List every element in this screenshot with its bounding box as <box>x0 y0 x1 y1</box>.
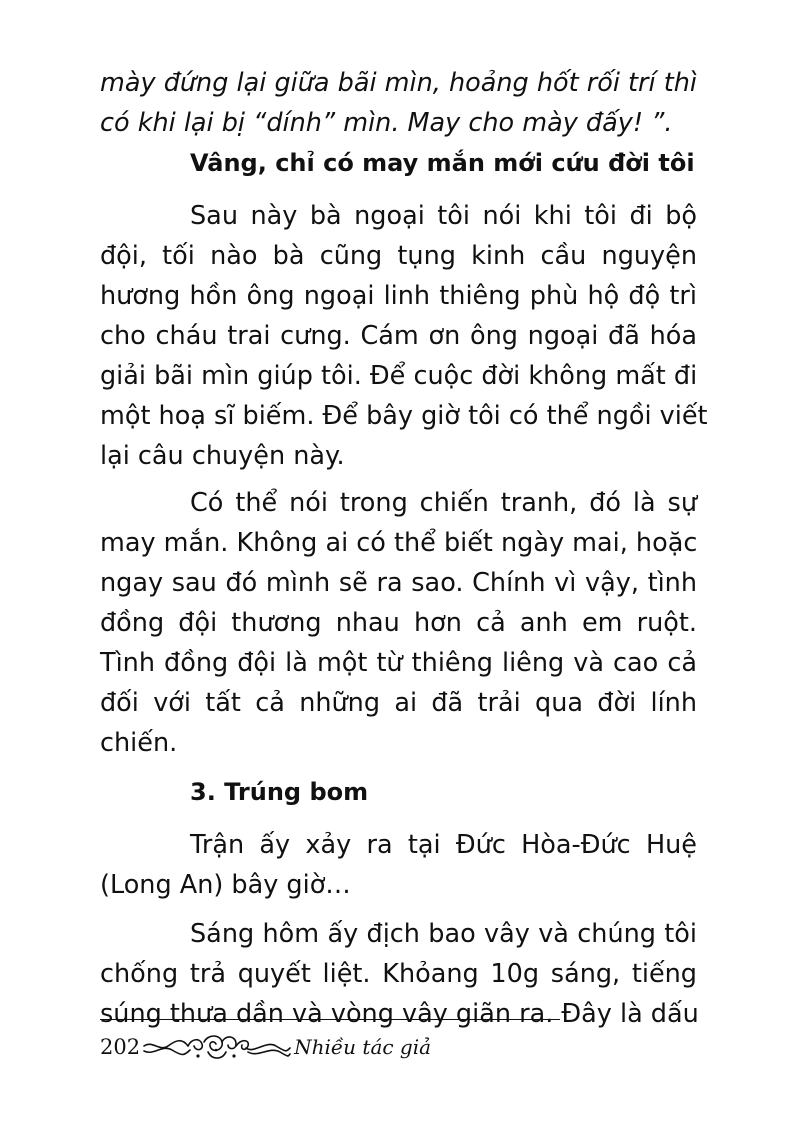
page-number: 202 <box>100 1035 141 1059</box>
text-line: một hoạ sĩ biếm. Để bây giờ tôi có thể ngồi viết <box>100 401 708 431</box>
text-line: ngay sau đó mình sẽ ra sao. Chính vì vậy, tình <box>100 568 697 598</box>
text-line: chiến. <box>100 728 178 758</box>
text-line: giải bãi mìn giúp tôi. Để cuộc đời không mất đi <box>100 361 698 391</box>
text-line: đội, tối nào bà cũng tụng kinh cầu nguyện <box>100 241 697 271</box>
text-line: đồng đội thương nhau hơn cả anh em ruột. <box>100 608 697 638</box>
text-line: Trận ấy xảy ra tại Đức Hòa-Đức Huệ <box>190 830 697 860</box>
text-line: có khi lại bị “dính” mìn. May cho mày đấy! ”. <box>100 108 673 138</box>
text-line: Sáng hôm ấy địch bao vây và chúng tôi <box>190 919 697 949</box>
text-line: Tình đồng đội là một từ thiêng liêng và cao cả <box>100 648 697 678</box>
text-line: đối với tất cả những ai đã trải qua đời lính <box>100 688 697 718</box>
text-line: Có thể nói trong chiến tranh, đó là sự <box>190 488 697 518</box>
text-line: cho cháu trai cưng. Cám ơn ông ngoại đã hóa <box>100 321 697 351</box>
text-line: hương hồn ông ngoại linh thiêng phù hộ độ trì <box>100 281 697 311</box>
text-line: (Long An) bây giờ… <box>100 870 351 900</box>
text-line: súng thưa dần và vòng vây giãn ra. Đây là dấu <box>100 999 699 1029</box>
section-heading: 3. Trúng bom <box>190 778 369 806</box>
text-line: may mắn. Không ai có thể biết ngày mai, hoặc <box>100 528 698 558</box>
flourish-ornament-icon <box>142 1032 292 1062</box>
text-line: chống trả quyết liệt. Khỏang 10g sáng, tiếng <box>100 959 697 989</box>
book-author: Nhiều tác giả <box>294 1035 432 1059</box>
section-subheading: Vâng, chỉ có may mắn mới cứu đời tôi <box>190 149 695 177</box>
text-line: lại câu chuyện này. <box>100 441 345 471</box>
page-footer <box>100 1030 431 1064</box>
text-line: Sau này bà ngoại tôi nói khi tôi đi bộ <box>190 201 697 231</box>
footer-divider <box>100 1019 560 1020</box>
text-line: mày đứng lại giữa bãi mìn, hoảng hốt rối trí thì <box>100 68 697 98</box>
